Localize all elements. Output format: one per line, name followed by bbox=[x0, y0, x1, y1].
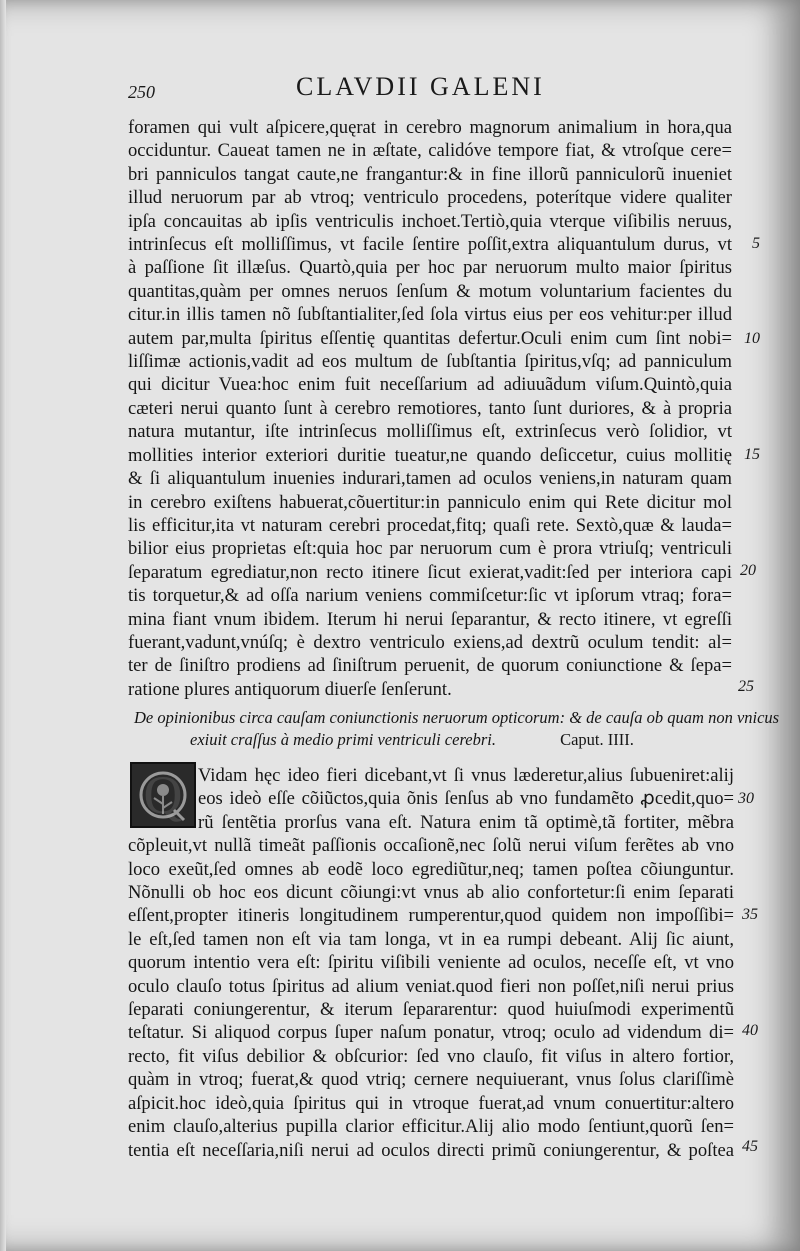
text-line: natura mutantur, iſte intrinſecus molliſſimus eſt, extrinſecus verò ſolidior, vt bbox=[128, 421, 732, 443]
running-head: CLAVDII GALENI bbox=[296, 72, 545, 101]
line-number: 10 bbox=[744, 330, 760, 347]
text-line: ſeparati coniungerentur, & iterum ſepararentur: quod huiuſmodi experimentũ bbox=[128, 999, 734, 1021]
chapter-number: Caput. IIII. bbox=[560, 730, 634, 749]
page-number: 250 bbox=[128, 82, 155, 102]
text-line: quantitas,quàm per omnes neruos ſenſum & motum voluntarium facientes du bbox=[128, 280, 732, 302]
text-line: eſſent,propter itineris longitudinem rumperentur,quod quidem non impoſſibi= bbox=[128, 905, 734, 927]
text-line: occiduntur. Caueat tamen ne in æſtate, calidóve tempore fiat, & vtroſque cere= bbox=[128, 140, 732, 162]
text-line: eos ideò eſſe cõiũctos,quia õnis ſenſus ab vno fundamẽto ꝓcedit,quo= bbox=[198, 788, 734, 810]
text-line: oculo clauſo totus ſpiritus ad alium veniat.quod fieri non poſſet,niſi nerui prius bbox=[128, 975, 734, 997]
text-line: lis efficitur,ita vt naturam cerebri procedat,fitq; quaſi rete. Sextò,quæ & lauda= bbox=[128, 514, 732, 536]
line-number: 5 bbox=[752, 235, 760, 252]
line-number: 25 bbox=[738, 678, 754, 695]
text-block-1 bbox=[128, 116, 732, 701]
text-line: mina fiant vnum ibidem. Iterum hi nerui ſeparantur, & recto itinere, vt egreſſi bbox=[128, 608, 732, 630]
text-line: ter de ſiniſtro prodiens ad ſiniſtrum peruenit, de quorum coniunctione & ſepa= bbox=[128, 655, 732, 677]
text-block-2 bbox=[128, 764, 734, 1162]
text-line: ipſa concauitas ab ipſis ventriculis inchoet.Tertiò,quia vterque viſibilis neruus, bbox=[128, 210, 732, 232]
text-line: Vidam hęc ideo fieri dicebant,vt ſi vnus læderetur,alius ſubueniret:alij bbox=[198, 765, 734, 786]
text-line: foramen qui vult aſpicere,quęrat in cerebro magnorum animalium in hora,qua bbox=[128, 117, 732, 138]
line-number: 15 bbox=[744, 446, 760, 463]
text-line: tentia eſt neceſſaria,niſi nerui ad oculos directi primũ coniungerentur, & poſtea bbox=[128, 1139, 734, 1161]
text-line: tis torquetur,& ad oſſa narium veniens commiſcetur:ſic vt ipſorum vtraq; fora= bbox=[128, 585, 732, 607]
text-line: enim clauſo,alterius pupilla clarior efficitur.Alij alio modo ſentiunt,quorũ ſen= bbox=[128, 1116, 734, 1138]
line-number: 20 bbox=[740, 562, 756, 579]
text-line: bri panniculos tangat caute,ne frangantur:& in fine illorũ panniculorũ inueniet bbox=[128, 163, 732, 185]
text-line: fuerant,vadunt,vnúſq; è dextro ventriculo exiens,ad dextrũ oculum tendit: al= bbox=[128, 631, 732, 653]
initial-letter: Q bbox=[143, 765, 183, 825]
text-line: aſpicit.hoc ideò,quia ſpiritus qui in vtroque fuerat,ad vnum conuertitur:altero bbox=[128, 1092, 734, 1114]
chapter-heading bbox=[134, 707, 780, 751]
text-line: recto, fit viſus debilior & obſcurior: ſed vno clauſo, fit viſus in altero fortior, bbox=[128, 1045, 734, 1067]
line-number: 45 bbox=[742, 1138, 758, 1155]
text-line: quàm in vtroq; fuerat,& quod vtriq; cernere nequiuerant, vnus ſolus clariſſimè bbox=[128, 1069, 734, 1091]
chapter-heading-line: exiuit craſſus à medio primi ventriculi cerebri. bbox=[190, 730, 496, 749]
line-number: 30 bbox=[738, 790, 754, 807]
text-line: cõpleuit,vt nullã timeãt paſſionis occaſionẽ,nec ſolũ nerui viſum ferẽtes ab vno bbox=[128, 835, 734, 857]
chapter-heading-line: De opinionibus circa cauſam coniunctionis neruorum opticorum: & de cauſa ob quam non vnicus bbox=[134, 708, 780, 727]
text-line: illud neruorum par ab vtroq; ventriculo procedens, poterítque videre qualiter bbox=[128, 187, 732, 209]
line-number: 35 bbox=[742, 906, 758, 923]
text-line: citur.in illis tamen nõ ſubſtantialiter,ſed ſola virtus eius per eos vehitur:per illud bbox=[128, 304, 732, 326]
text-line: mollities interior exteriori duritie tueatur,ne quando deſiccetur, cuius mollitię bbox=[128, 444, 732, 466]
text-line: teſtatur. Si aliquod corpus ſuper naſum ponatur, vtroq; oculo ad videndum di= bbox=[128, 1022, 734, 1044]
text-line: cæteri nerui quanto ſunt à cerebro remotiores, tanto ſunt duriores, & à propria bbox=[128, 397, 732, 419]
text-line: ratione plures antiquorum diuerſe ſenſerunt. bbox=[128, 678, 452, 700]
text-line: bilior eius proprietas eſt:quia hoc par neruorum cum è prora vtriuſq; ventriculi bbox=[128, 538, 732, 560]
page-edge bbox=[0, 0, 6, 1251]
text-line: qui dicitur Vuea:hoc enim fuit neceſſarium ad adiuuãdum viſum.Quintò,quia bbox=[128, 374, 732, 396]
text-line: Nõnulli ob hoc eos dicunt cõiungi:vt vnus ab alio confortetur:ſi enim ſeparati bbox=[128, 882, 734, 904]
text-line: quorum intentio vera eſt: ſpiritu viſibili veniente ad oculos, neceſſe eſt, vt vno bbox=[128, 952, 734, 974]
text-line: loco exeũt,ſed omnes ab eodẽ loco egrediũtur,neq; tamen poſtea cõiunguntur. bbox=[128, 858, 734, 880]
text-line: intrinſecus eſt molliſſimus, vt facile ſentire poſſit,extra aliquantulum durus, vt bbox=[128, 234, 732, 256]
text-line: à paſſione ſit illæſus. Quartò,quia per hoc par neruorum multo maior ſpiritus bbox=[128, 257, 732, 279]
line-number: 40 bbox=[742, 1022, 758, 1039]
text-line: ſeparatum egrediatur,non recto itinere ſicut exierat,vadit:ſed per interiora capi bbox=[128, 561, 732, 583]
text-line: & ſi aliquantulum inuenies indurari,tamen ad oculos veniens,in naturam quam bbox=[128, 468, 732, 490]
text-line: rũ ſentẽtia prorſus vana eſt. Natura enim tã optimè,tã fortiter, mẽbra bbox=[198, 811, 734, 833]
text-line: in cerebro exiſtens habuerat,cõuertitur:in panniculo enim qui Rete dicitur mol bbox=[128, 491, 732, 513]
text-line: autem par,multa ſpiritus eſſentię quantitas defertur.Oculi enim cum ſint nobi= bbox=[128, 327, 732, 349]
text-line: liſſimæ actionis,vadit ad eos multum de ſubſtantia ſpiritus,vſq; ad panniculum bbox=[128, 351, 732, 373]
text-line: le eſt,ſed tamen non eſt via tam longa, vt in ea rumpi debeant. Alij ſic aiunt, bbox=[128, 928, 734, 950]
